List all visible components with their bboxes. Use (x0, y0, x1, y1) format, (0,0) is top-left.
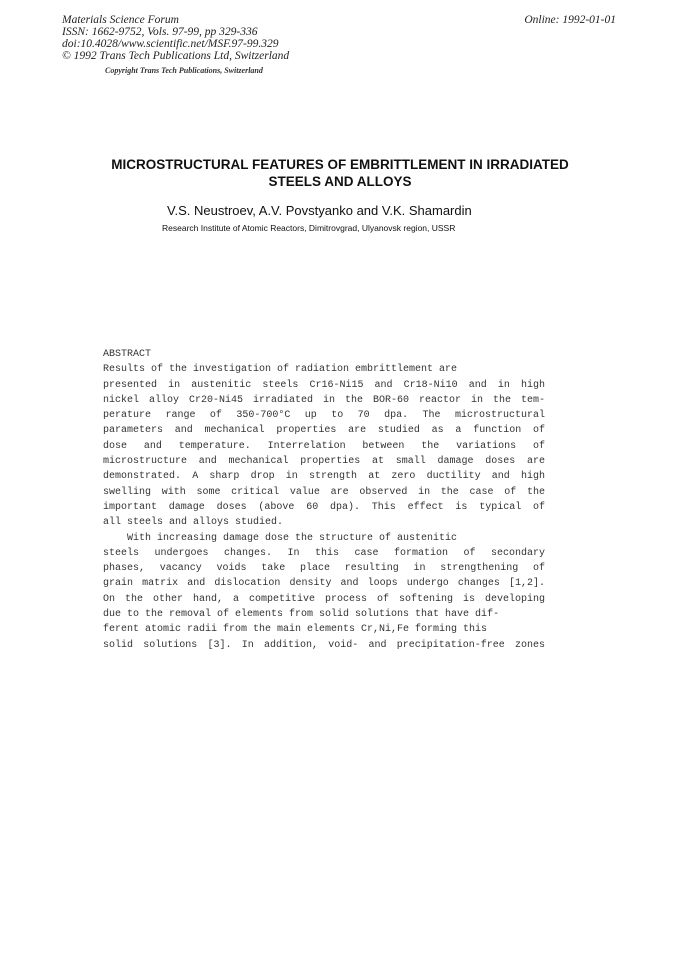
text-line: Results of the investigation of radiation embrittlement are (103, 364, 458, 376)
text-line: grain matrix and dislocation density and loops undergo changes [1,2]. (103, 578, 545, 590)
paper-title (80, 156, 600, 190)
journal-name: Materials Science Forum (62, 14, 179, 26)
text-line: demonstrated. A sharp drop in strength at zero ductility and high (103, 471, 545, 483)
title-line-1: MICROSTRUCTURAL FEATURES OF EMBRITTLEMENT IN IRRADIATED (111, 157, 569, 172)
online-date: Online: 1992-01-01 (524, 14, 616, 26)
text-line: steels undergoes changes. In this case formation of secondary (103, 547, 545, 559)
abstract-heading: ABSTRACT (103, 349, 152, 360)
text-line: phases, vacancy voids take place resulting in strengthening of (103, 563, 545, 575)
text-line: microstructure and mechanical properties at small damage doses are (103, 456, 545, 468)
text-line: dose and temperature. Interrelation between the variations of (103, 440, 545, 452)
text-line: important damage doses (above 60 dpa). This effect is typical of (103, 501, 545, 513)
text-line: swelling with some critical value are observed in the case of the (103, 486, 545, 498)
text-line: perature range of 350-700°C up to 70 dpa. The microstructural (103, 410, 545, 422)
text-line: parameters and mechanical properties are studied as a function of (103, 425, 545, 437)
text-line: all steels and alloys studied. (103, 517, 284, 529)
doi-line: doi:10.4028/www.scientific.net/MSF.97-99.329 (62, 38, 279, 50)
text-line: solid solutions [3]. In addition, void- and precipitation-free zones (103, 639, 545, 651)
text-line: With increasing damage dose the structure of austenitic (127, 532, 458, 544)
copyright-line: © 1992 Trans Tech Publications Ltd, Switzerland (62, 50, 290, 62)
abstract-body (103, 347, 545, 653)
publication-metadata (62, 14, 289, 62)
issn-line: ISSN: 1662-9752, Vols. 97-99, pp 329-336 (62, 26, 258, 38)
authors: V.S. Neustroev, A.V. Povstyanko and V.K. Shamardin (167, 203, 472, 218)
text-line: nickel alloy Cr20-Ni45 irradiated in the BOR-60 reactor in the tem- (103, 394, 545, 406)
text-line: On the other hand, a competitive process of softening is developing (103, 593, 545, 605)
affiliation: Research Institute of Atomic Reactors, Dimitrovgrad, Ulyanovsk region, USSR (162, 223, 456, 233)
text-line: presented in austenitic steels Cr16-Ni15 and Cr18-Ni10 and in high (103, 379, 545, 391)
text-line: due to the removal of elements from solid solutions that have dif- (103, 609, 500, 621)
publisher-stamp: Copyright Trans Tech Publications, Switzerland (105, 66, 263, 75)
title-line-2: STEELS AND ALLOYS (268, 174, 412, 189)
text-line: ferent atomic radii from the main elements Cr,Ni,Fe forming this (103, 624, 488, 636)
